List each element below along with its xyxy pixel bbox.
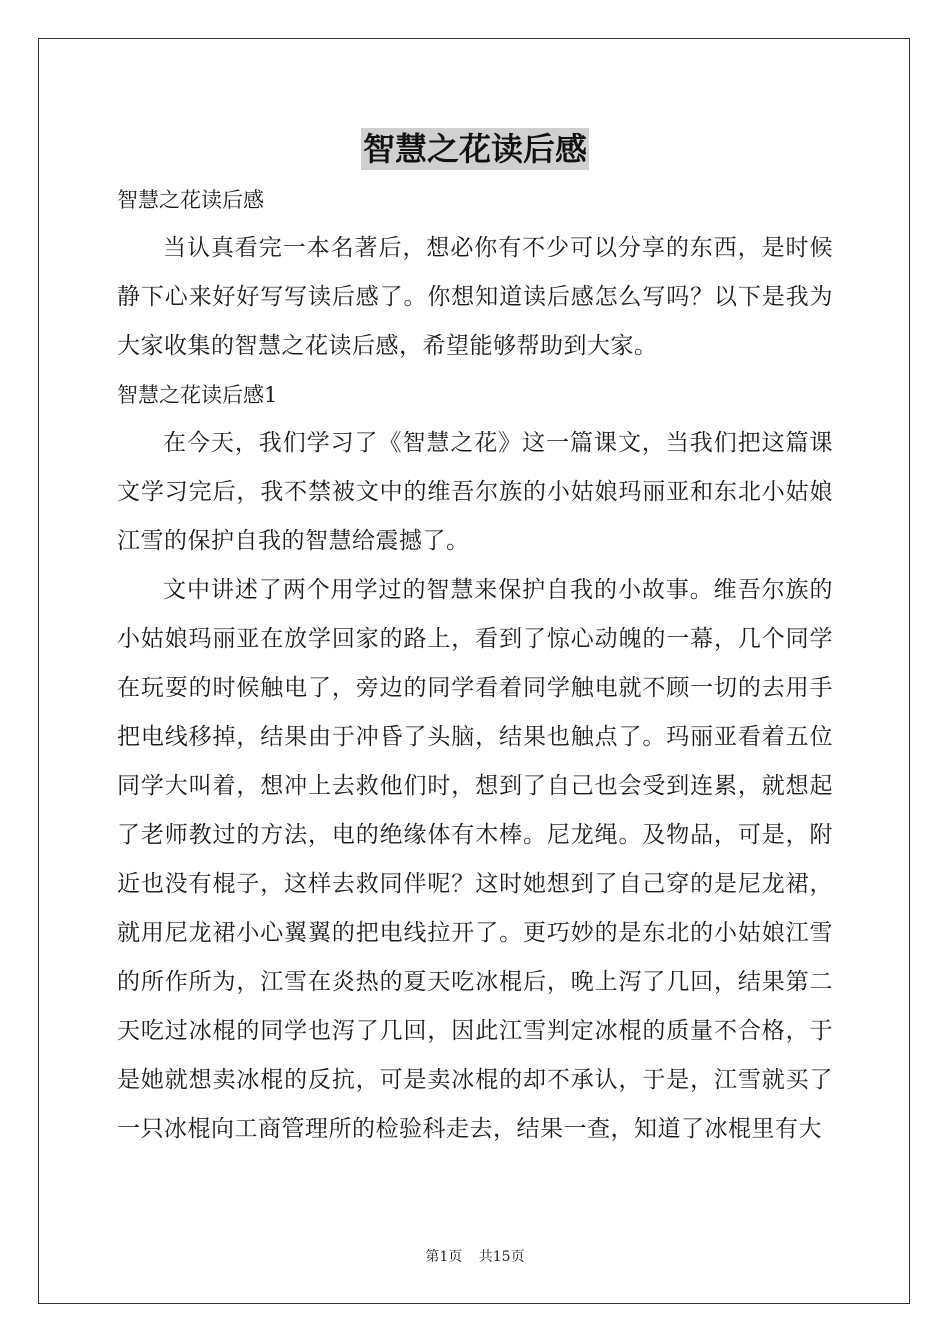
section-heading: 智慧之花读后感	[117, 188, 264, 212]
paragraph: 在今天，我们学习了《智慧之花》这一篇课文，当我们把这篇课文学习完后，我不禁被文中的维吾尔族的小姑娘玛丽亚和东北小姑娘江雪的保护自我的智慧给震撼了。	[117, 430, 833, 554]
page-number: 第1页	[425, 1249, 463, 1265]
document-body	[117, 176, 833, 1154]
page-total: 共15页	[478, 1249, 525, 1265]
paragraph: 文中讲述了两个用学过的智慧来保护自我的小故事。维吾尔族的小姑娘玛丽亚在放学回家的路上，看到了惊心动魄的一幕，几个同学在玩耍的时候触电了，旁边的同学看着同学触电就不顾一切的去用手把电线移掉，结果由于冲昏了头脑，结果也触点了。玛丽亚看着五位同学大叫着，想冲上去救他们时，想到了自己也会受到连累，就想起了老师教过的方法，电的绝缘体有木棒。尼龙绳。及物品，可是，附近也没有棍子，这样去救同伴呢？这时她想到了自己穿的是尼龙裙，就用尼龙裙小心翼翼的把电线拉开了。更巧妙的是东北的小姑娘江雪的所作所为，江雪在炎热的夏天吃冰棍后，晚上泻了几回，结果第二天吃过冰棍的同学也泻了几回，因此江雪判定冰棍的质量不合格，于是她就想卖冰棍的反抗，可是卖冰棍的却不承认，于是，江雪就买了一只冰棍向工商管理所的检验科走去，结果一查，知道了冰棍里有大	[117, 577, 833, 1142]
title-wrap	[0, 128, 950, 170]
document-title: 智慧之花读后感	[362, 130, 587, 168]
section-heading: 智慧之花读后感1	[117, 383, 278, 407]
paragraph: 当认真看完一本名著后，想必你有不少可以分享的东西，是时候静下心来好好写写读后感了。你想知道读后感怎么写吗？以下是我为大家收集的智慧之花读后感，希望能够帮助到大家。	[117, 235, 833, 359]
page-footer	[0, 1246, 950, 1266]
